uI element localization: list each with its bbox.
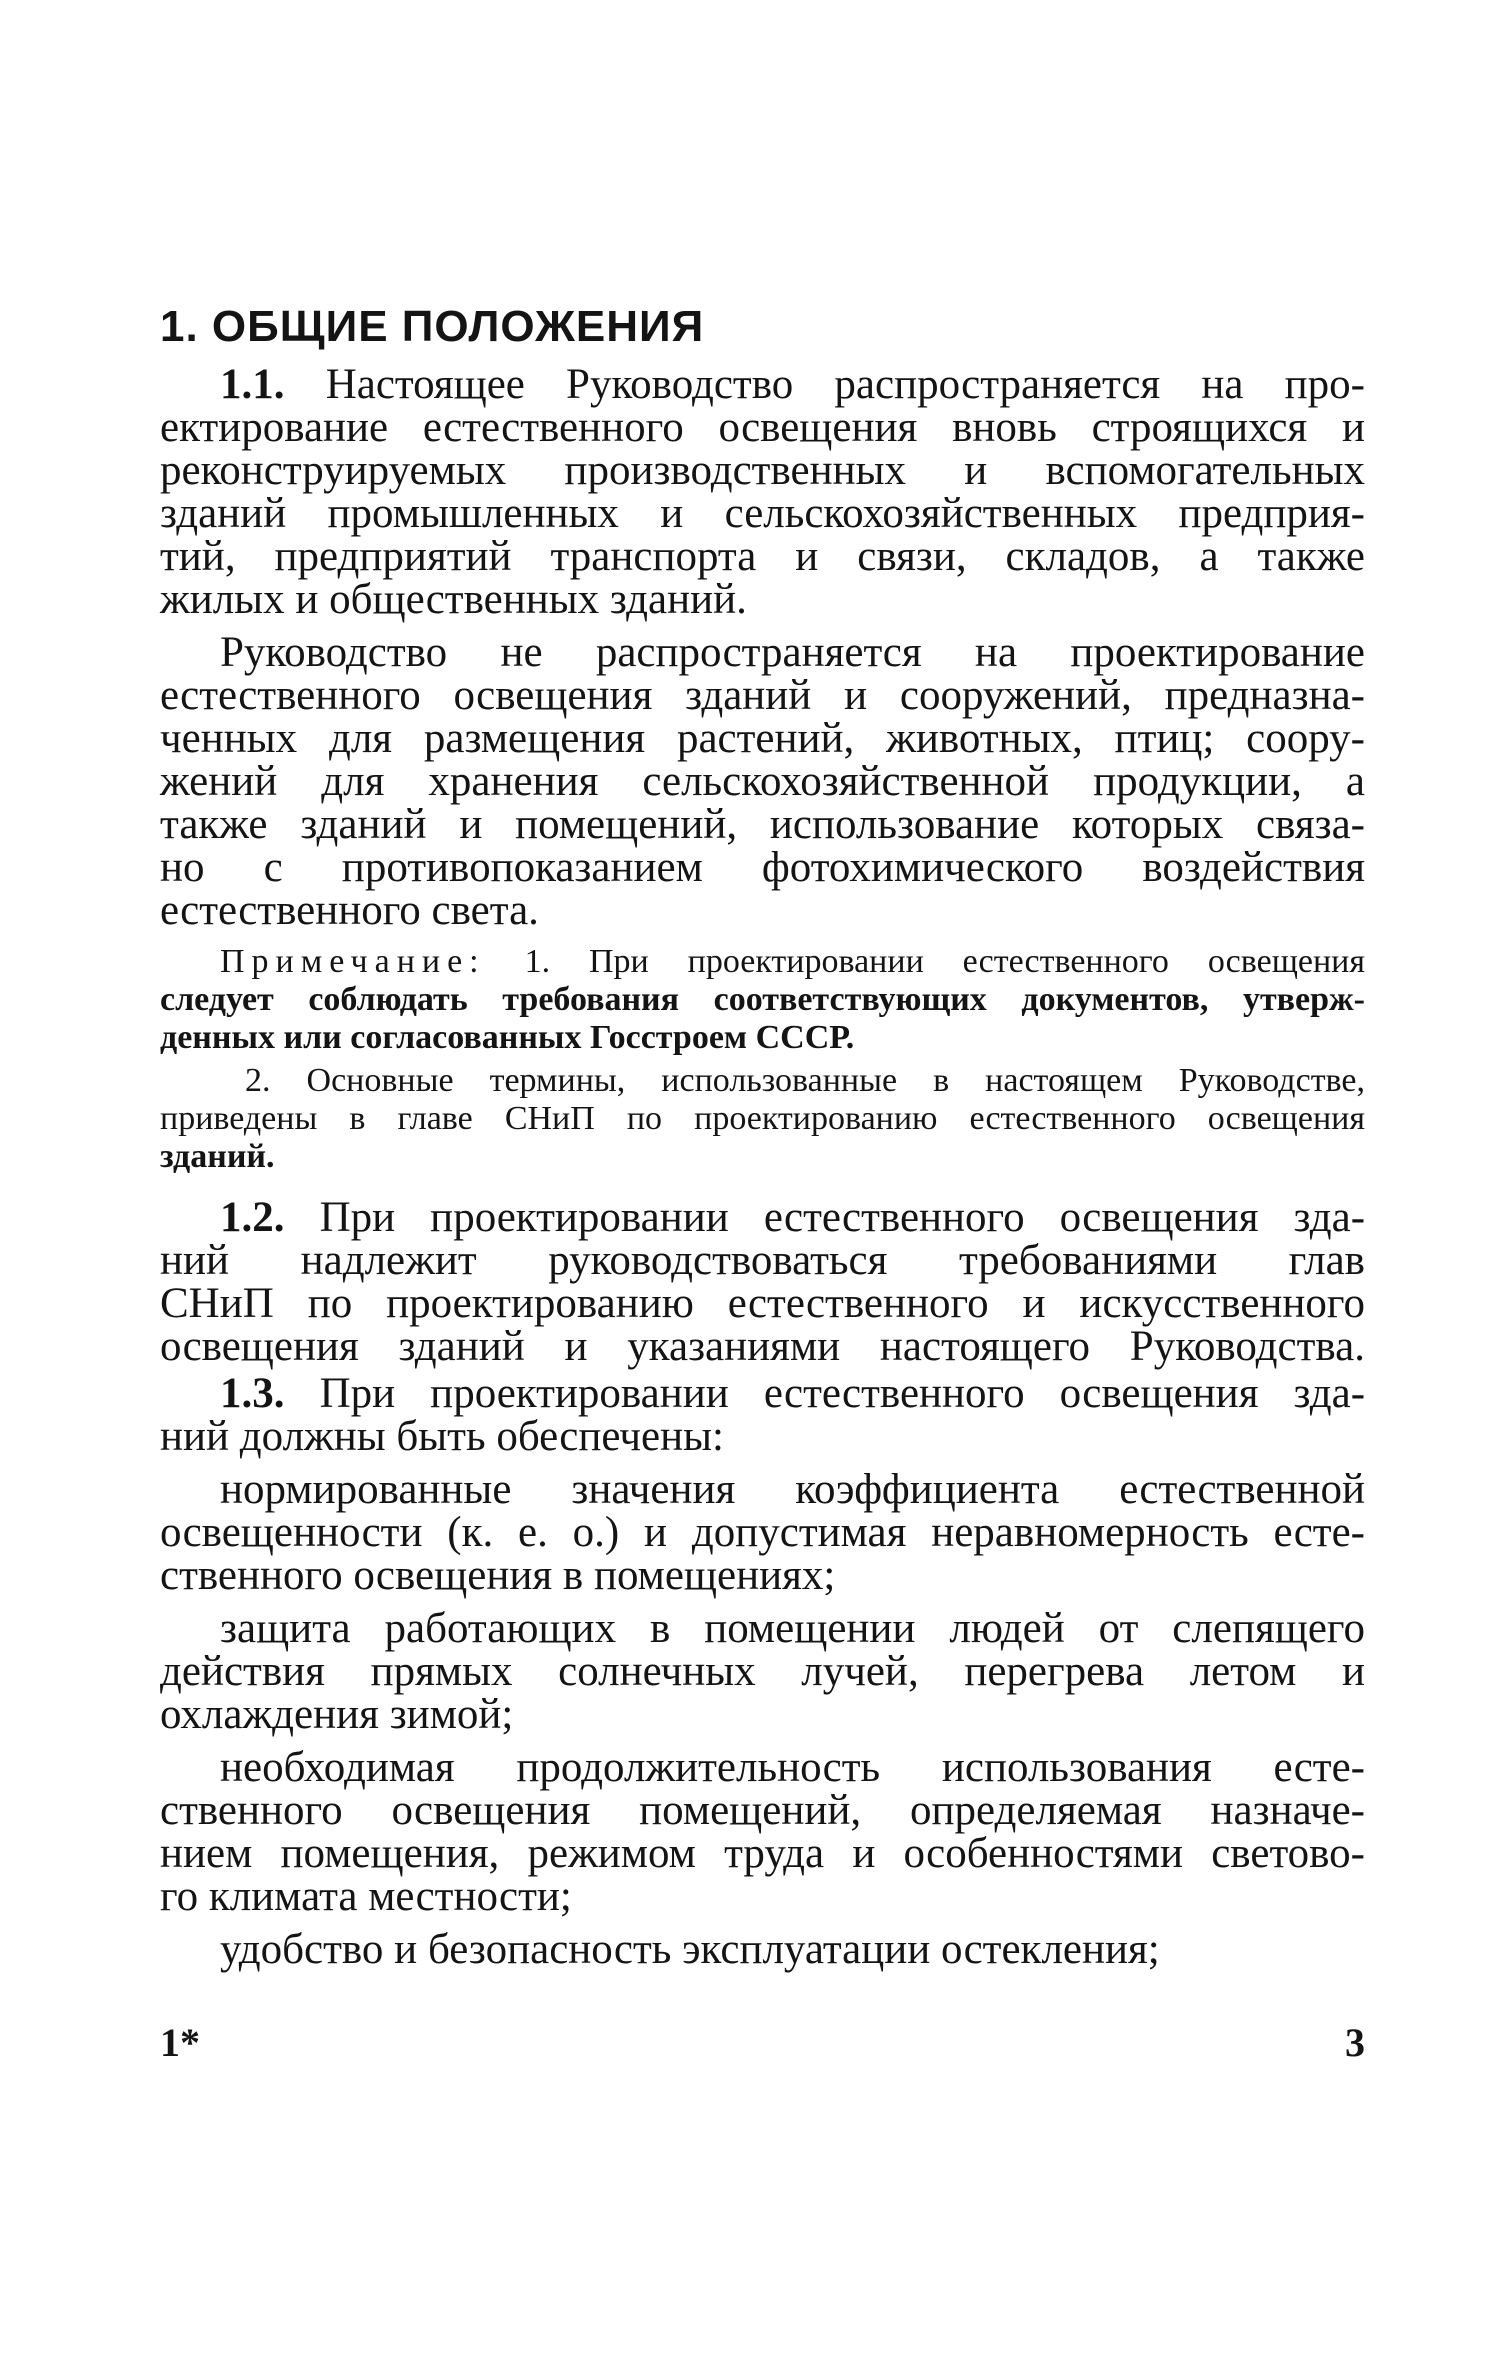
- text-line: реконструируемых производственных и вспомогательных: [160, 447, 1365, 494]
- text-line: го климата местности;: [160, 1873, 572, 1920]
- text-line: Руководство не распространяется на проектирование: [220, 629, 1365, 676]
- text-line: 1.3. При проектировании естественного освещения зда-: [220, 1370, 1366, 1417]
- text-line: освещения зданий и указаниями настоящего Руководства.: [160, 1323, 1365, 1370]
- text-line: 2. Основные термины, использованные в настоящем Руководстве,: [245, 1062, 1365, 1099]
- text-line: нормированные значения коэффициента естественной: [220, 1466, 1365, 1513]
- text-line: также зданий и помещений, использование которых связа-: [160, 801, 1365, 848]
- text-line: следует соблюдать требования соответствующих документов, утверж-: [160, 981, 1365, 1018]
- text-line: Примечание: 1. При проектировании естественного освещения: [220, 943, 1365, 980]
- text-line: необходимая продолжительность использования есте-: [220, 1744, 1365, 1791]
- text-line: ний надлежит руководствоваться требованиями глав: [160, 1237, 1365, 1284]
- text-line: ектирование естественного освещения вновь строящихся и: [160, 404, 1365, 451]
- text-line: удобство и безопасность эксплуатации остекления;: [220, 1926, 1160, 1973]
- text-line: ственного освещения в помещениях;: [160, 1552, 836, 1599]
- text-line: естественного света.: [160, 887, 539, 934]
- section-number: 1.2.: [220, 1194, 285, 1241]
- section-number: 1.3.: [220, 1370, 285, 1417]
- text-line: зданий.: [160, 1138, 275, 1175]
- signature-mark: 1*: [160, 2020, 200, 2065]
- text-line: приведены в главе СНиП по проектированию естественного освещения: [160, 1100, 1365, 1137]
- text-line: но с противопоказанием фотохимического воздействия: [160, 844, 1365, 891]
- page-number: 3: [1345, 2020, 1365, 2065]
- text-line: жилых и общественных зданий.: [160, 576, 747, 623]
- text-line: 1.2. При проектировании естественного освещения зда-: [220, 1194, 1366, 1241]
- text-line: зданий промышленных и сельскохозяйственных предприя-: [160, 490, 1365, 537]
- text-line: защита работающих в помещении людей от слепящего: [220, 1605, 1365, 1652]
- text-line: 1.1. Настоящее Руководство распространяется на про-: [220, 361, 1365, 408]
- note-label: Примечание:: [220, 943, 486, 980]
- text-line: нием помещения, режимом труда и особенностями светово-: [160, 1830, 1365, 1877]
- text-line: ственного освещения помещений, определяемая назначе-: [160, 1787, 1365, 1834]
- text-line: охлаждения зимой;: [160, 1691, 514, 1738]
- text-line: ний должны быть обеспечены:: [160, 1413, 724, 1460]
- section-heading: 1. ОБЩИЕ ПОЛОЖЕНИЯ: [160, 302, 705, 351]
- text-line: денных или согласованных Госстроем СССР.: [160, 1019, 855, 1056]
- text-line: СНиП по проектированию естественного и искусственного: [160, 1280, 1365, 1327]
- section-number: 1.1.: [220, 361, 285, 408]
- text-line: действия прямых солнечных лучей, перегрева летом и: [160, 1648, 1365, 1695]
- text-line: жений для хранения сельскохозяйственной продукции, а: [160, 758, 1365, 805]
- text-line: естественного освещения зданий и сооружений, предназна-: [160, 672, 1365, 719]
- text-line: освещенности (к. е. о.) и допустимая неравномерность есте-: [160, 1509, 1365, 1556]
- text-line: ченных для размещения растений, животных, птиц; соору-: [160, 715, 1365, 762]
- text-line: тий, предприятий транспорта и связи, складов, а также: [160, 533, 1365, 580]
